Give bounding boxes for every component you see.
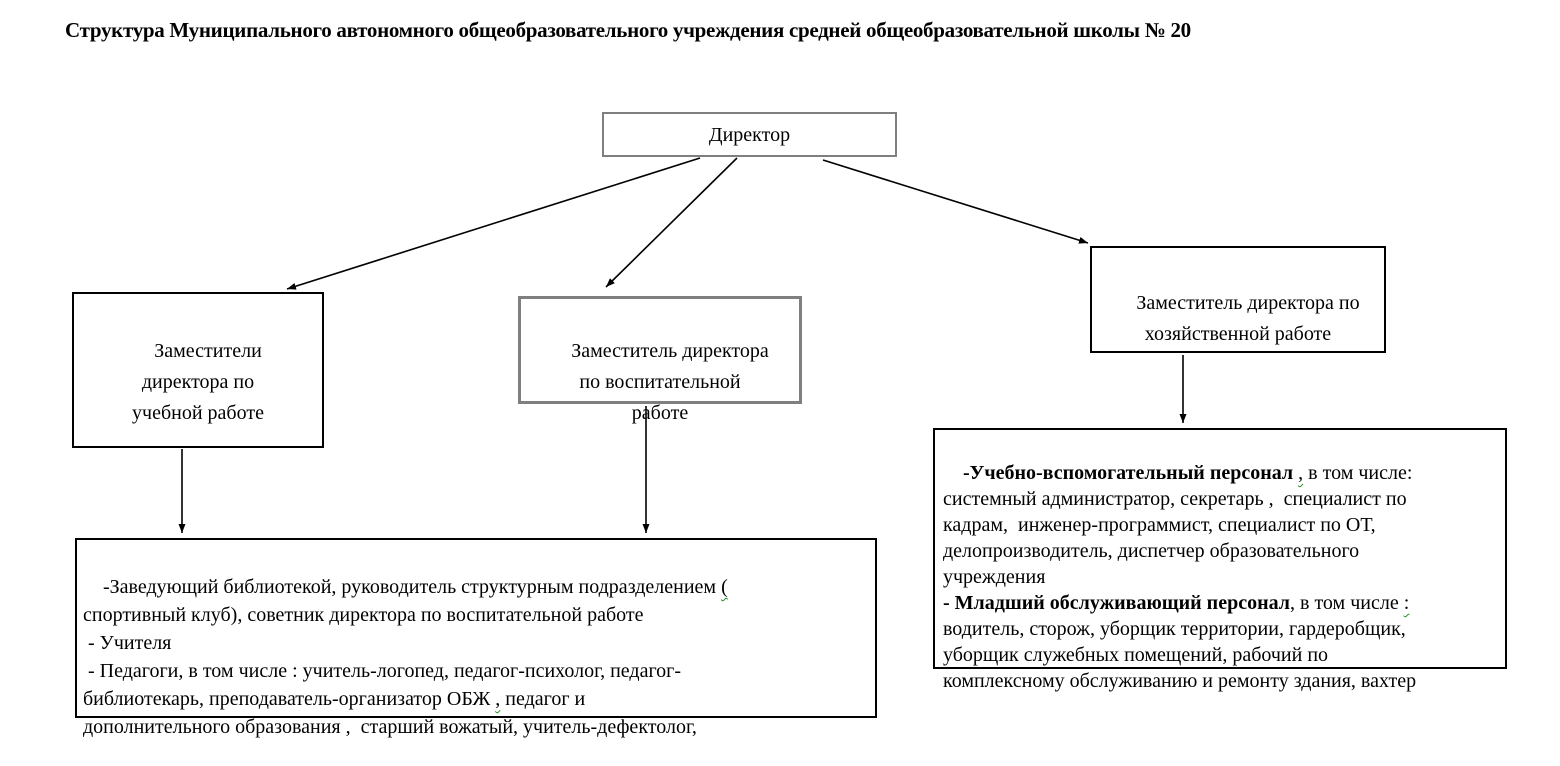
node-deputy-academic-label: Заместители директора по учебной работе	[132, 340, 264, 424]
text-segment: делопроизводитель, диспетчер образовательного	[943, 540, 1360, 562]
text-segment: уборщик служебных помещений, рабочий по	[943, 644, 1329, 666]
text-segment: :	[1403, 592, 1410, 614]
node-pedagogical-staff-text	[83, 576, 728, 738]
text-segment: учреждения	[943, 566, 1046, 588]
node-pedagogical-staff	[75, 538, 877, 738]
text-segment: библиотекарь, преподаватель-организатор ОБЖ	[83, 688, 496, 710]
text-segment: педагог и	[500, 688, 586, 710]
node-deputy-upbringing-label: Заместитель директора по воспитательной работе	[571, 340, 769, 424]
text-segment: дополнительного образования , старший вожатый, учитель-дефектолог,	[83, 716, 697, 738]
text-segment: водитель, сторож, уборщик территории, гардеробщик,	[943, 618, 1406, 640]
node-director-label: Директор	[708, 123, 791, 146]
node-support-staff-text	[943, 462, 1416, 692]
text-segment: - Педагоги, в том числе : учитель-логопед, педагог-психолог, педагог-	[83, 660, 682, 682]
node-deputy-upbringing	[518, 296, 802, 424]
node-support-staff	[933, 428, 1507, 692]
text-segment: ,	[495, 688, 501, 710]
node-deputy-academic	[72, 292, 324, 448]
text-segment: - Младший обслуживающий персонал	[943, 592, 1291, 614]
text-segment: (	[721, 576, 728, 598]
edge-director-to-deputy-facilities	[823, 160, 1088, 243]
text-segment: -Учебно-вспомогательный персонал	[963, 462, 1299, 484]
text-segment: системный администратор, секретарь , специалист по	[943, 488, 1407, 510]
text-segment: ,	[1298, 462, 1304, 484]
node-deputy-facilities	[1090, 246, 1386, 353]
text-segment: -Заведующий библиотекой, руководитель структурным подразделением	[103, 576, 722, 598]
node-director	[602, 112, 897, 157]
text-segment: - Учителя	[83, 632, 172, 654]
text-segment: спортивный клуб), советник директора по воспитательной работе	[83, 604, 644, 626]
text-segment: кадрам, инженер-программист, специалист по ОТ,	[943, 514, 1376, 536]
text-segment: , в том числе	[1290, 592, 1404, 614]
edge-director-to-deputy-upbringing	[606, 158, 737, 287]
text-segment: в том числе:	[1303, 462, 1413, 484]
edge-director-to-deputy-academic	[287, 158, 700, 289]
text-segment: комплексному обслуживанию и ремонту здания, вахтер	[943, 670, 1417, 692]
page-title: Структура Муниципального автономного общеобразовательного учреждения средней общеобразовательной школы № 20	[65, 18, 1191, 42]
node-deputy-facilities-label: Заместитель директора по хозяйственной работе	[1136, 292, 1360, 345]
